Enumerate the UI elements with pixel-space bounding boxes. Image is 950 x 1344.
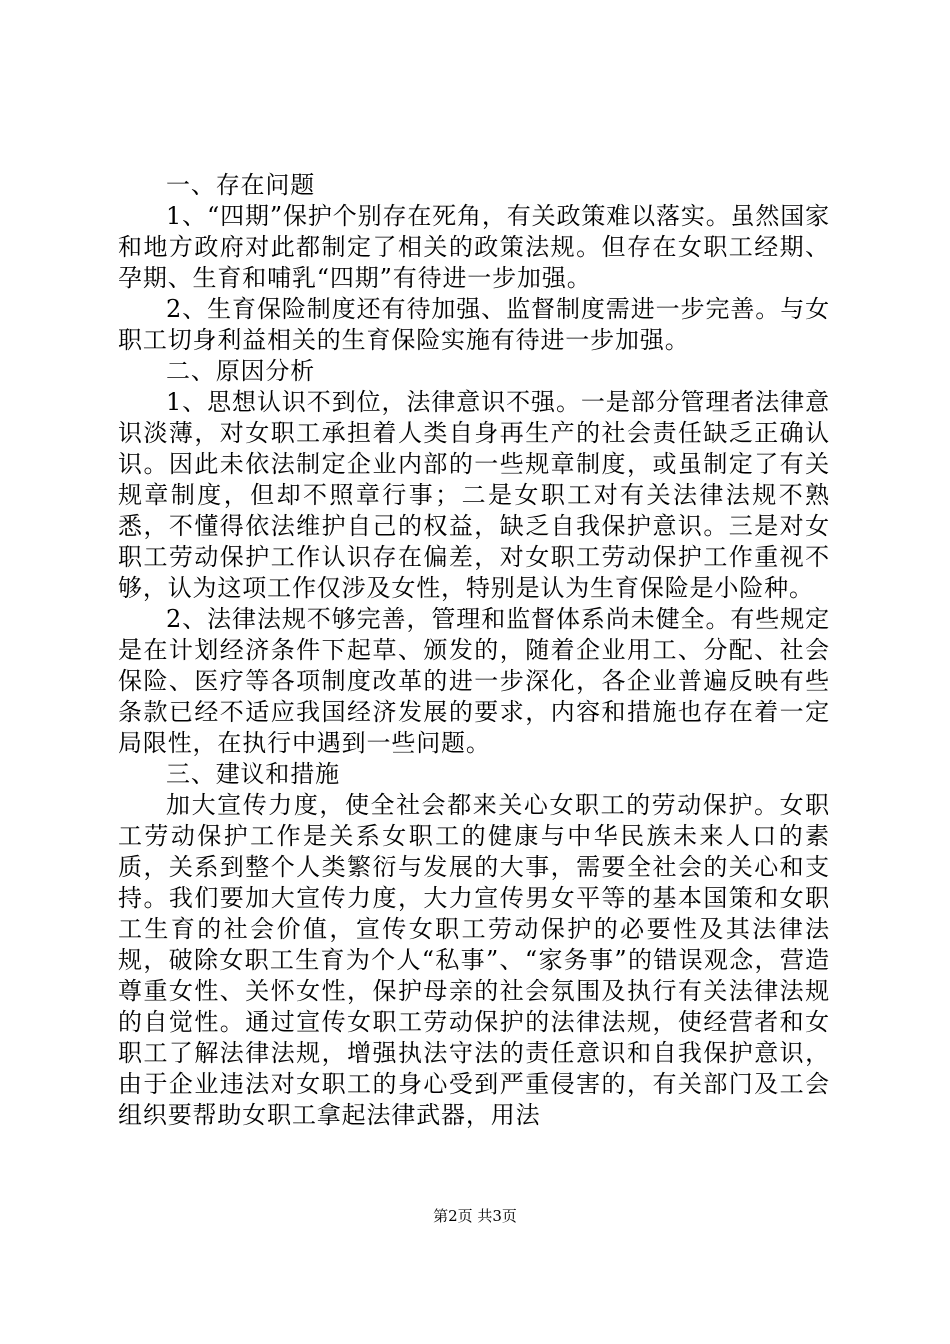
paragraph-problem-1: 1、“四期”保护个别存在死角，有关政策难以落实。虽然国家和地方政府对此都制定了相关的政策法规。但存在女职工经期、孕期、生育和哺乳“四期”有待进一步加强。 xyxy=(118,202,830,292)
paragraph-suggestions: 加大宣传力度，使全社会都来关心女职工的劳动保护。女职工劳动保护工作是关系女职工的健康与中华民族未来人口的素质，关系到整个人类繁衍与发展的大事，需要全社会的关心和支持。我们要加大宣传力度，大力宣传男女平等的基本国策和女职工生育的社会价值，宣传女职工劳动保护的必要性及其法律法规，破除女职工生育为个人“私事”、“家务事”的错误观念，营造尊重女性、关怀女性，保护母亲的社会氛围及执行有关法律法规的自觉性。通过宣传女职工劳动保护的法律法规，使经营者和女职工了解法律法规，增强执法守法的责任意识和自我保护意识，由于企业违法对女职工的身心受到严重侵害的，有关部门及工会组织要帮助女职工拿起法律武器，用法 xyxy=(118,791,830,1129)
paragraph-analysis-2: 2、法律法规不够完善，管理和监督体系尚未健全。有些规定是在计划经济条件下起草、颁发的，随着企业用工、分配、社会保险、医疗等各项制度改革的进一步深化，各企业普遍反映有些条款已经不适应我国经济发展的要求，内容和措施也存在着一定局限性，在执行中遇到一些问题。 xyxy=(118,605,830,757)
section-heading-analysis: 二、原因分析 xyxy=(166,357,316,385)
document-body xyxy=(118,170,830,1131)
section-heading-suggestions: 三、建议和措施 xyxy=(166,760,340,788)
section-heading-problems: 一、存在问题 xyxy=(166,171,316,199)
page-footer xyxy=(0,1206,950,1226)
page-number-label: 第2页 共3页 xyxy=(433,1207,517,1225)
paragraph-analysis-1: 1、思想认识不到位，法律意识不强。一是部分管理者法律意识淡薄，对女职工承担着人类自身再生产的社会责任缺乏正确认识。因此未依法制定企业内部的一些规章制度，或虽制定了有关规章制度，但却不照章行事；二是女职工对有关法律法规不熟悉，不懂得依法维护自己的权益，缺乏自我保护意识。三是对女职工劳动保护工作认识存在偏差，对女职工劳动保护工作重视不够，认为这项工作仅涉及女性，特别是认为生育保险是小险种。 xyxy=(118,388,830,602)
paragraph-problem-2: 2、生育保险制度还有待加强、监督制度需进一步完善。与女职工切身利益相关的生育保险实施有待进一步加强。 xyxy=(118,295,830,354)
